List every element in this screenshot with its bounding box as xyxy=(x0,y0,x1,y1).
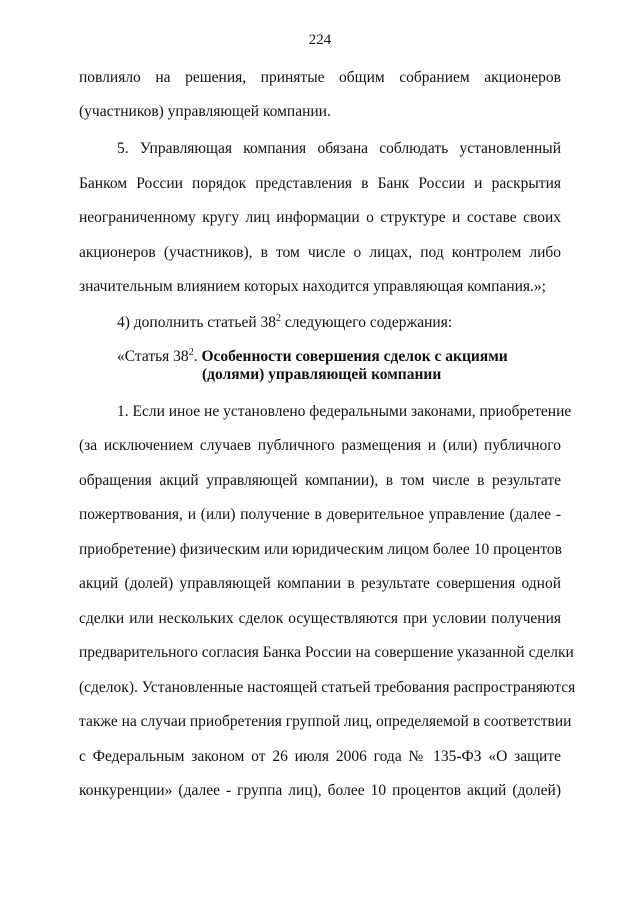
article-title-continued: (долями) управляющей компании xyxy=(202,366,442,383)
text-line: предварительного согласия Банка России на совершение указанной сделки xyxy=(79,644,574,661)
text-line: неограниченному кругу лиц информации о структуре и составе своих xyxy=(79,209,561,226)
text-line: 5. Управляющая компания обязана соблюдать установленный xyxy=(117,140,561,157)
article-heading xyxy=(117,348,599,366)
text-line: повлияло на решения, принятые общим собранием акционеров xyxy=(79,69,561,86)
article-title: Особенности совершения сделок с акциями xyxy=(197,348,508,365)
text-line: (сделок). Установленные настоящей статьей требования распространяются xyxy=(79,679,576,696)
article-prefix: «Статья 38 xyxy=(117,348,189,365)
item-4-line xyxy=(117,314,599,332)
text-line: конкуренции» (далее - группа лиц), более 10 процентов акций (долей) xyxy=(79,782,561,799)
item-4-text: 4) дополнить статьей 38 xyxy=(117,314,277,331)
text-line: обращения акций управляющей компании), в том числе в результате xyxy=(79,472,561,489)
text-line: (участников) управляющей компании. xyxy=(79,103,331,120)
text-line: с Федеральным законом от 26 июля 2006 года № 135-ФЗ «О защите xyxy=(79,748,561,765)
article-superscript: 2 xyxy=(188,347,194,358)
page-number: 224 xyxy=(308,32,332,48)
text-line: (за исключением случаев публичного размещения и (или) публичного xyxy=(79,437,561,454)
text-line: акций (долей) управляющей компании в результате совершения одной xyxy=(79,575,561,592)
item-4-text-end: следующего содержания: xyxy=(281,314,453,331)
text-line: Банком России порядок представления в Банк России и раскрытия xyxy=(79,175,561,192)
item-4-superscript: 2 xyxy=(276,313,282,324)
text-line: 1. Если иное не установлено федеральными законами, приобретение xyxy=(117,403,572,420)
text-line: значительным влиянием которых находится управляющая компания.»; xyxy=(79,278,546,295)
text-line: пожертвования, и (или) получение в доверительное управление (далее - xyxy=(79,506,561,523)
text-line: акционеров (участников), в том числе о лицах, под контролем либо xyxy=(79,244,561,261)
text-line: приобретение) физическим или юридическим лицом более 10 процентов xyxy=(79,541,562,558)
text-line: сделки или нескольких сделок осуществляются при условии получения xyxy=(79,610,561,627)
article-period: . xyxy=(193,348,198,365)
text-line: также на случаи приобретения группой лиц, определяемой в соответствии xyxy=(79,713,572,730)
